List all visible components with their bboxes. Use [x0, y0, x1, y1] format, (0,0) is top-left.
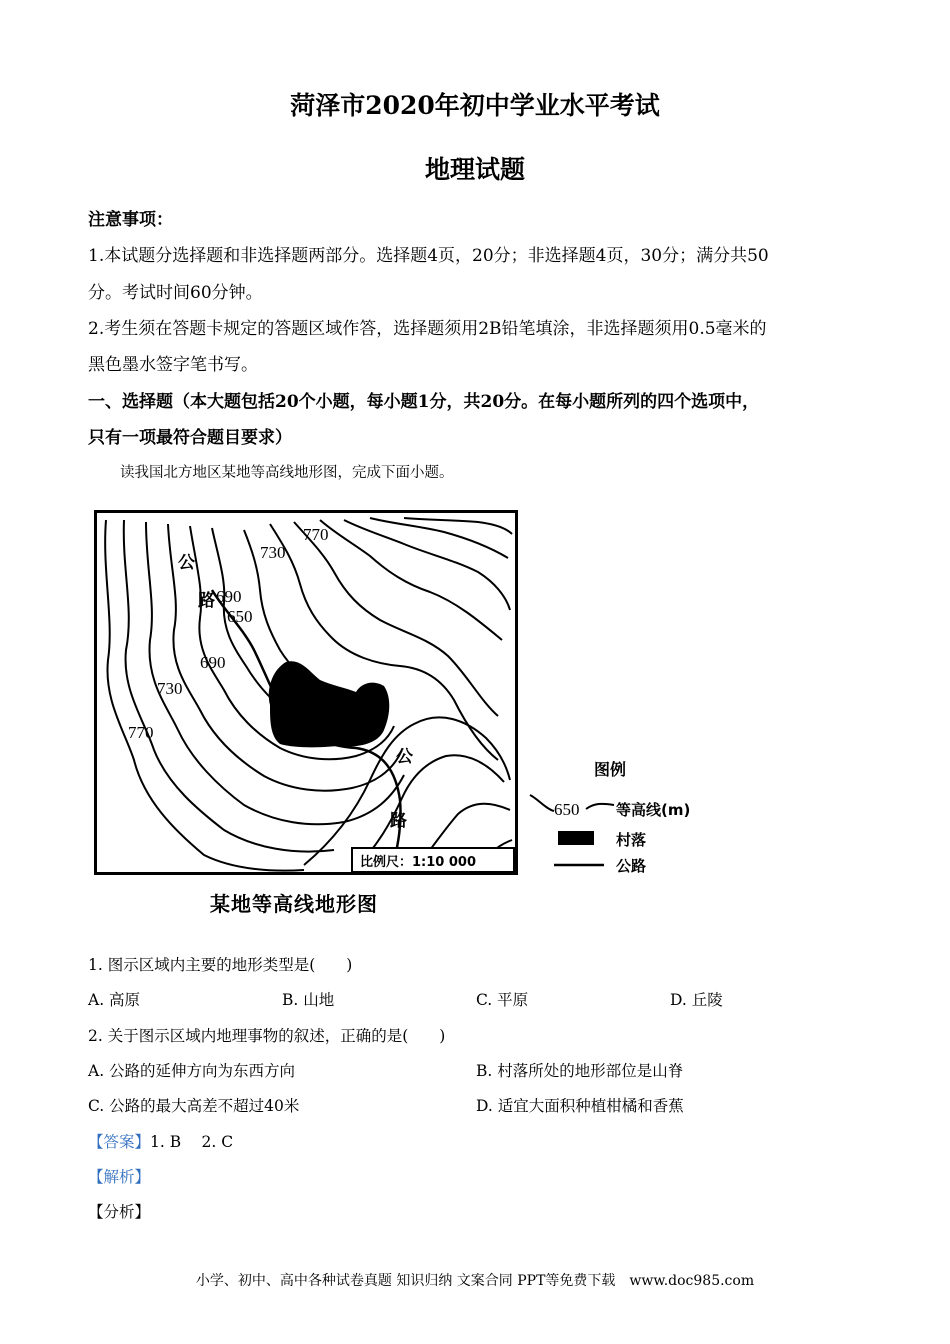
question-1-option-b: B. 山地: [282, 991, 335, 1009]
contour-label-730-top: 730: [260, 543, 286, 562]
scale-text: 比例尺：1:10 000: [360, 855, 476, 870]
contour-map-svg: [94, 510, 518, 875]
legend-contour-value: 650: [554, 800, 580, 819]
page-subtitle: 地理试题: [424, 155, 525, 184]
question-2-option-a: A. 公路的延伸方向为东西方向: [88, 1062, 296, 1080]
contour-label-770-left: 770: [128, 723, 154, 742]
notice-item2-line2: 黑色墨水签字笔书写。: [88, 355, 258, 375]
notice-item1-line1: 1.本试题分选择题和非选择题两部分。选择题4页，20分；非选择题4页，30分；满分共50: [88, 246, 769, 266]
legend-contour-line-right: [586, 804, 614, 809]
question-1-stem: 1. 图示区域内主要的地形类型是( ): [88, 956, 353, 974]
contour-label-690-left: 690: [200, 653, 226, 672]
answer-value: 1. B 2. C: [150, 1133, 234, 1151]
legend-road-label: 公路: [616, 857, 647, 875]
road-char-top-2: 路: [198, 591, 215, 611]
page-footer: 小学、初中、高中各种试卷真题 知识归纳 文案合同 PPT等免费下载 www.doc985.com: [195, 1273, 755, 1289]
contour-label-690-top: 690: [216, 587, 242, 606]
analysis-label: 【解析】: [88, 1168, 151, 1186]
legend-title: 图例: [594, 760, 627, 779]
road-char-bottom-2: 路: [390, 811, 407, 831]
road-char-bottom-1: 公: [396, 747, 413, 767]
question-2-stem: 2. 关于图示区域内地理事物的叙述，正确的是( ): [88, 1027, 446, 1045]
question-1-option-d: D. 丘陵: [670, 991, 723, 1009]
legend-contour-line-left: [530, 795, 554, 811]
question-1-option-c: C. 平原: [476, 991, 529, 1009]
section1-heading-line1: 一、选择题（本大题包括20个小题，每小题1分，共20分。在每小题所列的四个选项中，: [88, 392, 760, 412]
answer-label: 【答案】: [88, 1133, 151, 1151]
map-legend: [524, 755, 704, 880]
notice-item2-line1: 2.考生须在答题卡规定的答题区域作答，选择题须用2B铅笔填涂，非选择题须用0.5毫米的: [88, 319, 767, 339]
contour-label-770-top: 770: [303, 525, 329, 544]
road-char-top-1: 公: [178, 553, 195, 573]
question-2-option-b: B. 村落所处的地形部位是山脊: [476, 1062, 684, 1080]
legend-village-label: 村落: [616, 831, 647, 849]
section1-heading-line2: 只有一项最符合题目要求）: [88, 428, 292, 448]
legend-contour-label: 等高线(m): [616, 801, 691, 819]
page-title: 菏泽市2020年初中学业水平考试: [290, 91, 660, 120]
contour-label-650: 650: [227, 607, 253, 626]
notice-item1-line2: 分。考试时间60分钟。: [88, 283, 263, 303]
map-caption: 某地等高线地形图: [210, 892, 378, 916]
answer-line: [88, 1130, 233, 1152]
question-1-option-a: A. 高原: [88, 991, 141, 1009]
question-2-option-c: C. 公路的最大高差不超过40米: [88, 1097, 300, 1115]
contour-map: [94, 510, 518, 875]
question-2-option-d: D. 适宜大面积种植柑橘和香蕉: [476, 1097, 684, 1115]
legend-village-swatch: [558, 831, 594, 845]
contour-label-730-left: 730: [157, 679, 183, 698]
question-intro: 读我国北方地区某地等高线地形图，完成下面小题。: [120, 465, 454, 481]
notice-heading: 注意事项：: [88, 210, 173, 230]
fenxi-label: 【分析】: [88, 1203, 151, 1221]
